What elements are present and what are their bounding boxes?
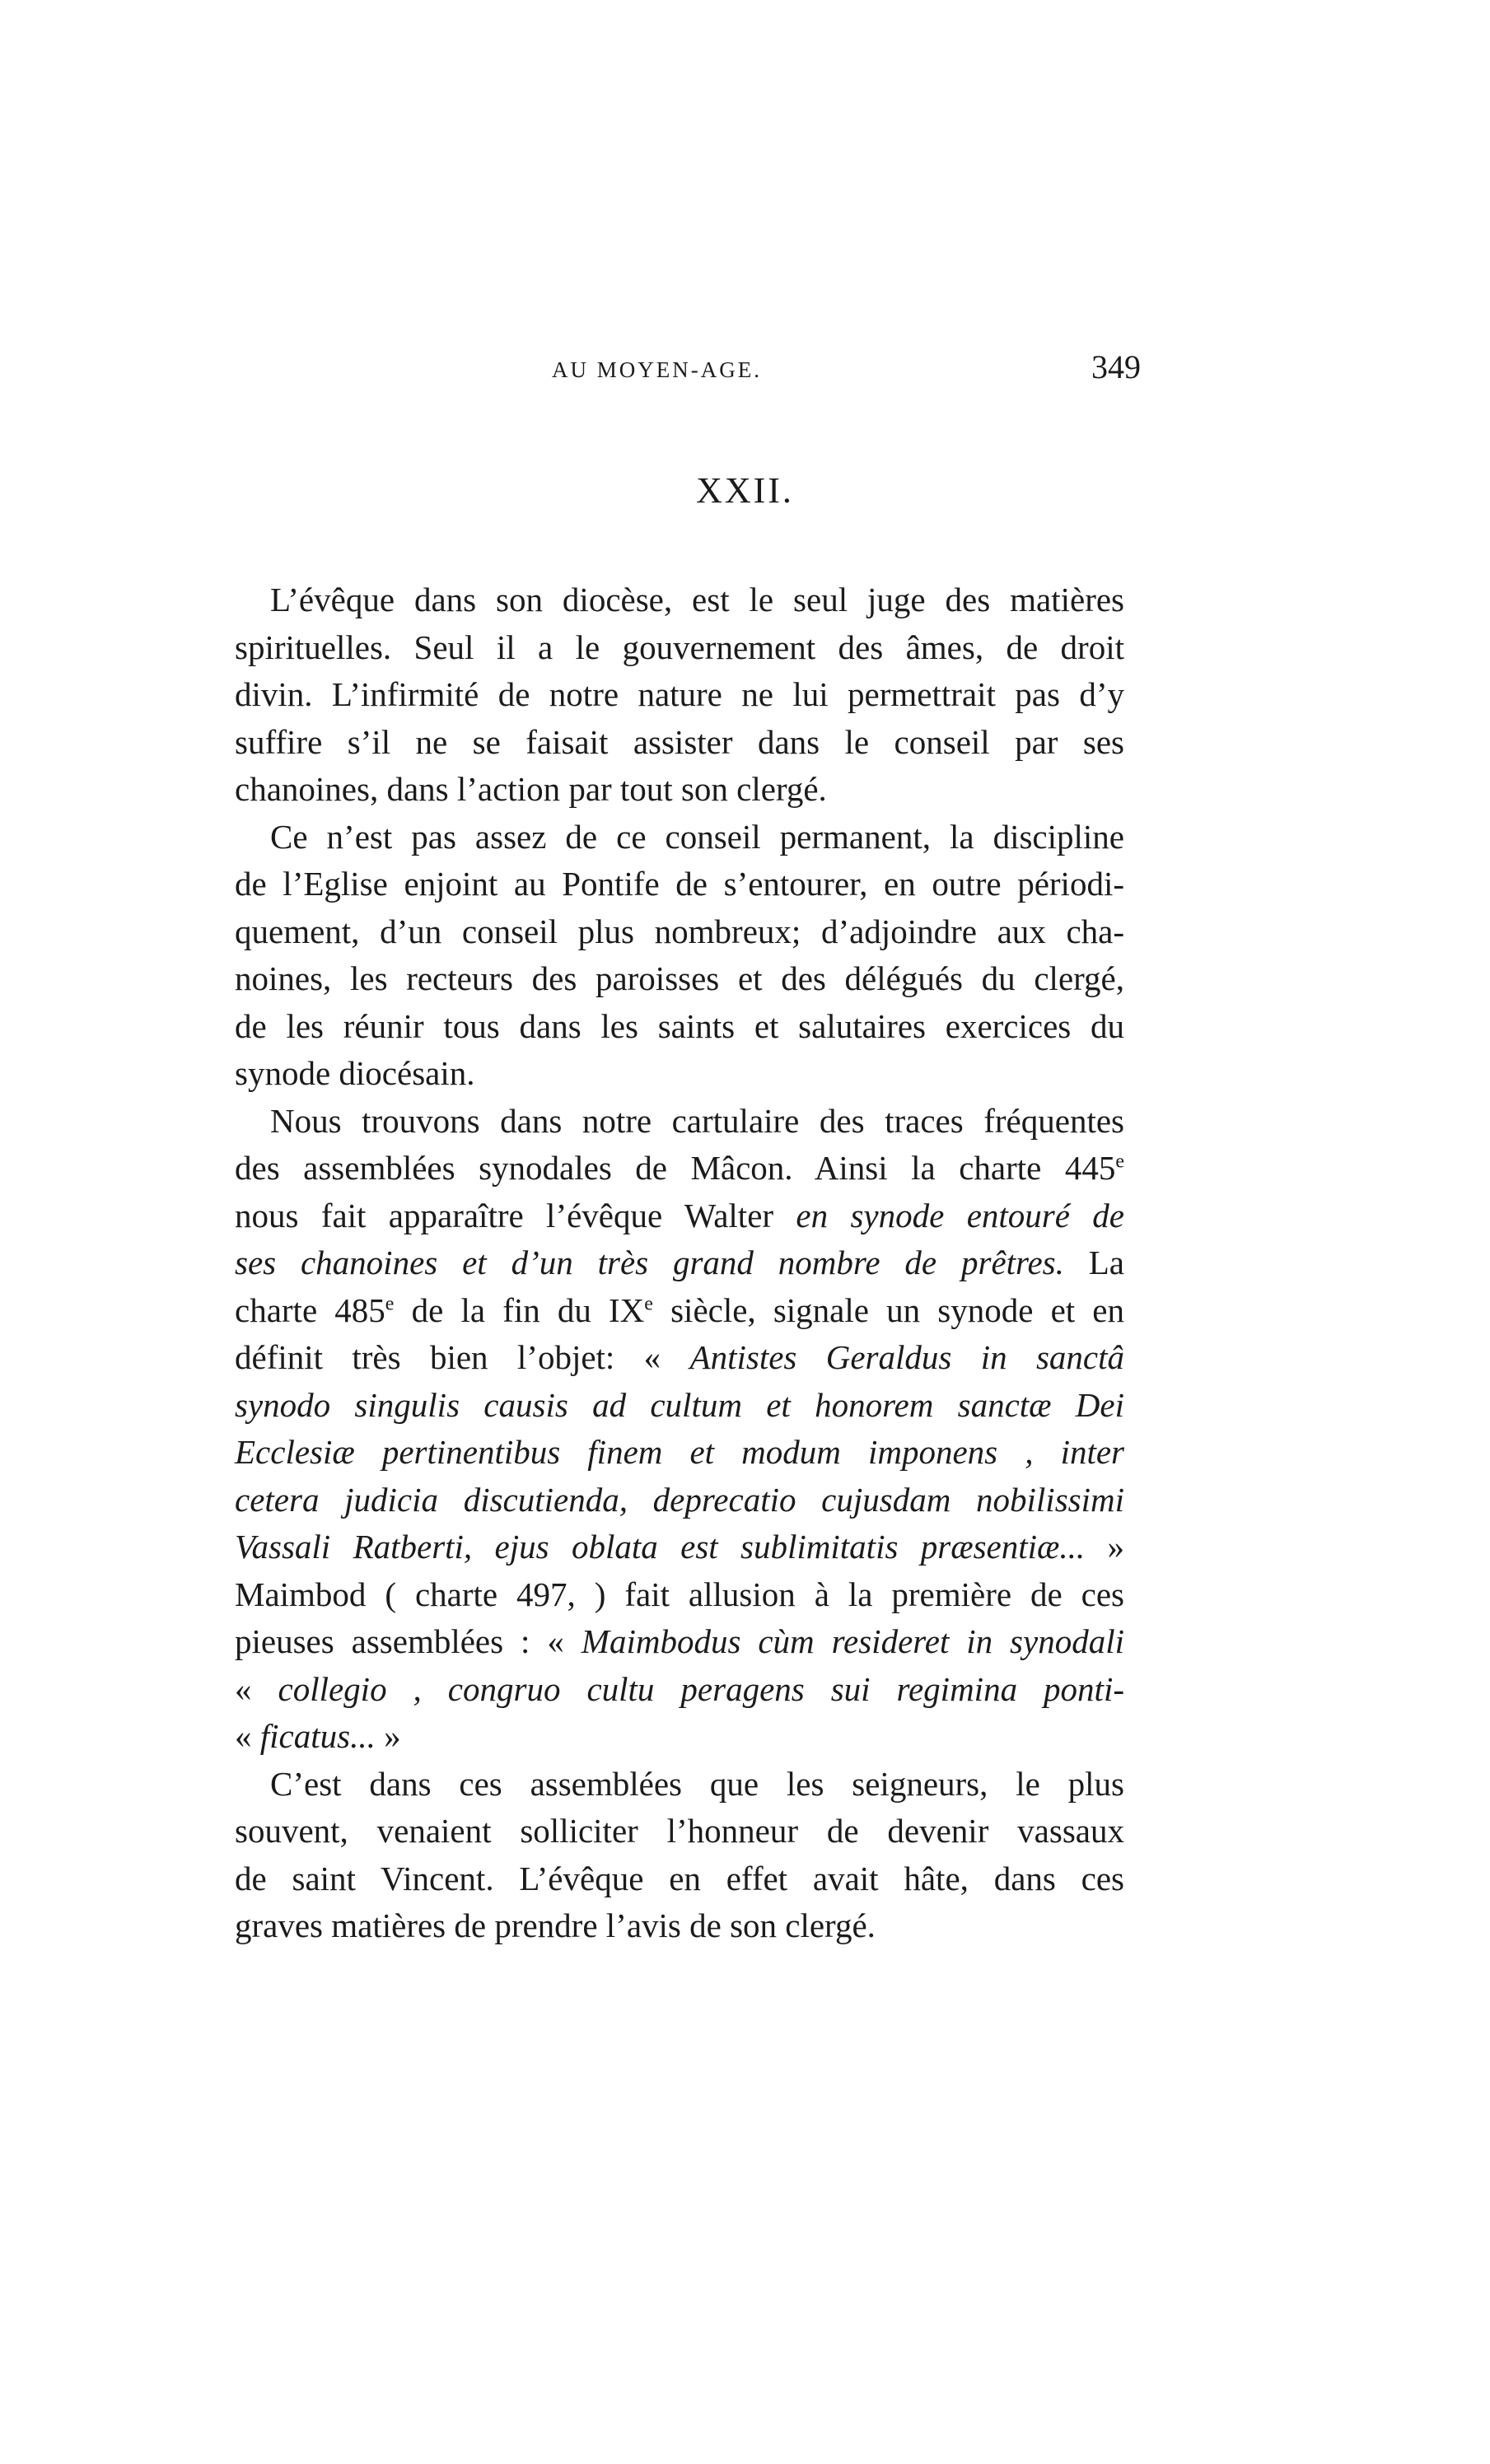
text-run: siècle, signale un synode et en — [652, 1290, 1125, 1329]
superscript: e — [385, 1292, 395, 1314]
running-head — [235, 344, 1141, 394]
paragraph-3-line — [235, 1618, 1124, 1666]
paragraph-3-line: synodo singulis causis ad cultum et honorem sanctæ Dei — [235, 1385, 1124, 1424]
text-run: « — [235, 1717, 260, 1755]
text-run: » — [1085, 1528, 1124, 1566]
text-run: charte 485 — [235, 1290, 385, 1329]
paragraph-3-line: Ecclesiæ pertinentibus finem et modum imponens , inter — [235, 1433, 1124, 1471]
text-run: » — [375, 1717, 401, 1755]
paragraph-3-line — [235, 1666, 1124, 1714]
paragraph-3-line — [235, 1524, 1124, 1571]
paragraph-3-line — [235, 1287, 1124, 1335]
italic-text-run: en synode entouré de — [796, 1196, 1124, 1234]
text-run: « — [235, 1669, 278, 1708]
paragraph-3-line — [235, 1334, 1124, 1382]
paragraph-4-line: souvent, venaient solliciter l’honneur de devenir vassaux — [235, 1812, 1124, 1850]
paragraph-1-line: L’évêque dans son diocèse, est le seul juge des matières — [270, 581, 1124, 618]
paragraph-1-line: suffire s’il ne se faisait assister dans le conseil par ses — [235, 722, 1124, 761]
paragraph-3-line — [235, 1239, 1124, 1287]
paragraph-4-line: de saint Vincent. L’évêque en effet avait hâte, dans ces — [235, 1859, 1124, 1897]
paragraph-3-line — [235, 1713, 1124, 1761]
paragraph-3-line: cetera judicia discutienda, deprecatio cujusdam nobilissimi — [235, 1480, 1124, 1519]
paragraph-2-line: Ce n’est pas assez de ce conseil permanent, la discipline — [270, 817, 1124, 856]
text-run: définit très bien l’objet: « — [235, 1338, 690, 1376]
page-number: 349 — [1091, 348, 1141, 385]
paragraph-2-line: noines, les recteurs des paroisses et des délégués du clergé, — [235, 959, 1124, 997]
paragraph-3-line — [235, 1192, 1124, 1240]
paragraph-2-line: quement, d’un conseil plus nombreux; d’adjoindre aux cha- — [235, 912, 1124, 950]
text-run: nous fait apparaître l’évêque Walter — [235, 1196, 796, 1234]
paragraph-1-line: chanoines, dans l’action par tout son clergé. — [235, 770, 827, 808]
paragraph-2-line: de les réunir tous dans les saints et salutaires exercices du — [235, 1006, 1124, 1045]
italic-text-run: Antistes Geraldus in sanctâ — [689, 1338, 1125, 1376]
paragraph-3-line: Nous trouvons dans notre cartulaire des traces fréquentes — [270, 1101, 1124, 1140]
section-heading: XXII. — [696, 470, 794, 511]
italic-text-run: ficatus... — [259, 1717, 376, 1755]
italic-text-run: Maimbodus cùm resideret in synodali — [581, 1622, 1124, 1660]
body-text — [235, 576, 1124, 1950]
text-run: La — [1063, 1244, 1124, 1281]
superscript: e — [644, 1292, 653, 1314]
paragraph-2-line: synode diocésain. — [235, 1054, 475, 1092]
italic-text-run: Vassali Ratberti, ejus oblata est sublimitatis præsentiæ... — [235, 1528, 1086, 1566]
paragraph-3-line — [235, 1145, 1124, 1192]
text-run: des assemblées synodales de Mâcon. Ainsi la charte 445 — [235, 1149, 1116, 1187]
italic-text-run: collegio , congruo cultu peragens sui regimina ponti- — [278, 1669, 1124, 1708]
paragraph-4-line: C’est dans ces assemblées que les seigneurs, le plus — [270, 1764, 1124, 1803]
running-title: AU MOYEN-AGE. — [552, 357, 762, 382]
paragraph-3-line: Maimbod ( charte 497, ) fait allusion à la première de ces — [235, 1575, 1124, 1613]
superscript: e — [1115, 1150, 1124, 1173]
paragraph-1-line: divin. L’infirmité de notre nature ne lui permettrait pas d’y — [235, 675, 1124, 713]
text-run: de la fin du IX — [394, 1290, 645, 1329]
paragraph-1-line: spirituelles. Seul il a le gouvernement des âmes, de droit — [235, 628, 1124, 666]
paragraph-2-line: de l’Eglise enjoint au Pontife de s’entourer, en outre périodi- — [235, 865, 1124, 903]
italic-text-run: ses chanoines et d’un très grand nombre de prêtres. — [235, 1244, 1064, 1281]
text-run: pieuses assemblées : « — [235, 1622, 582, 1660]
paragraph-4-line: graves matières de prendre l’avis de son clergé. — [235, 1906, 876, 1944]
